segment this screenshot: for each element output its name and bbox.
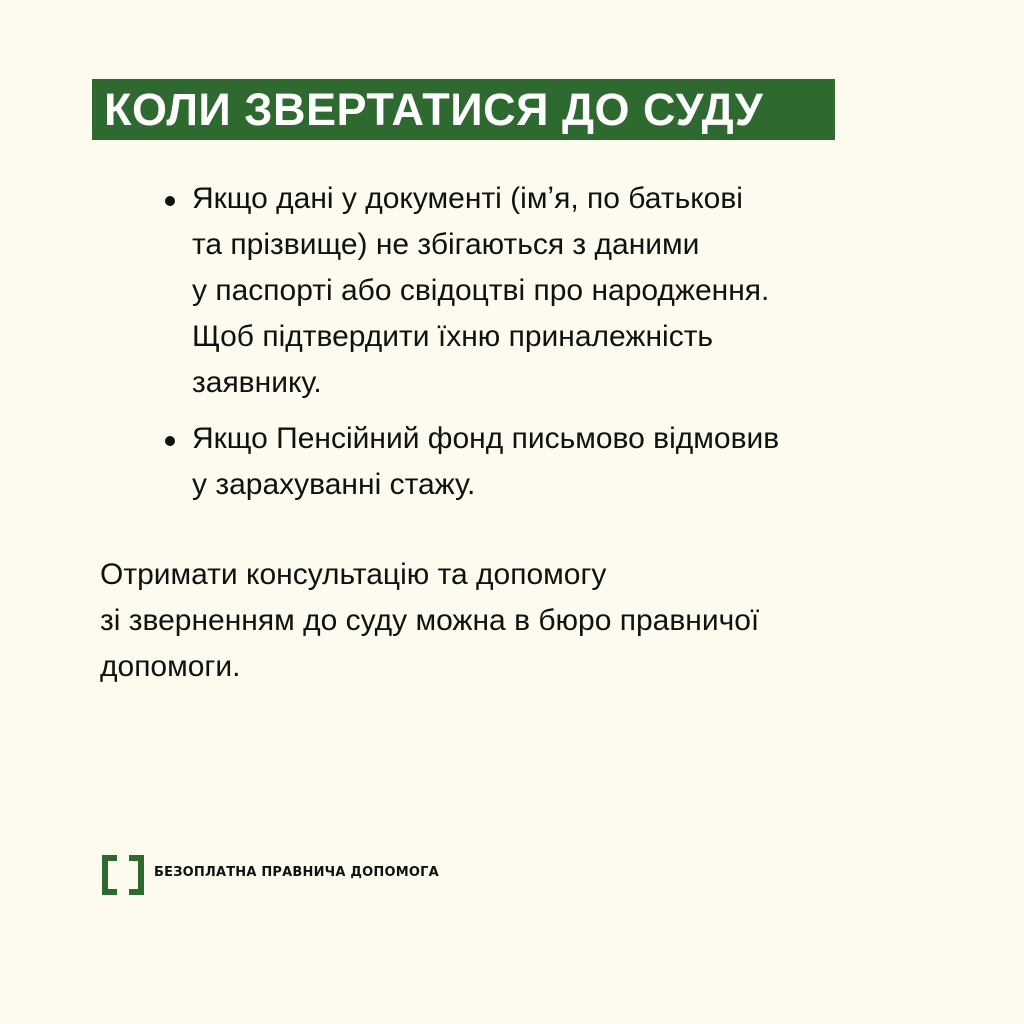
paragraph-line: зі зверненням до суду можна в бюро правничої	[100, 604, 760, 637]
paragraph-line: Отримати консультацію та допомогу	[100, 558, 607, 591]
left-bracket-icon	[102, 855, 117, 895]
bullet-dot-icon	[165, 436, 175, 446]
page-title: КОЛИ ЗВЕРТАТИСЯ ДО СУДУ	[104, 84, 764, 135]
bullet-text-line: Якщо Пенсійний фонд письмово відмовив	[192, 422, 780, 455]
bracket-logo-icon	[102, 855, 144, 889]
bullet-text-line: Якщо дані у документі (імʼя, по батькові	[192, 182, 743, 215]
list-item	[160, 416, 940, 508]
bullet-text-line: заявнику.	[192, 366, 322, 399]
right-bracket-icon	[129, 855, 144, 895]
info-paragraph	[100, 552, 960, 690]
bullet-text-line: Щоб підтвердити їхню приналежність	[192, 320, 714, 353]
bullet-text-line: та прізвище) не збігаються з даними	[192, 228, 700, 261]
bullet-dot-icon	[165, 196, 175, 206]
list-item	[160, 176, 940, 406]
bullet-text-line: у зарахуванні стажу.	[192, 468, 476, 501]
bullet-list	[160, 176, 940, 518]
bullet-text-line: у паспорті або свідоцтві про народження.	[192, 274, 770, 307]
paragraph-line: допомоги.	[100, 650, 241, 683]
brand-logo	[102, 854, 439, 890]
title-banner	[92, 79, 835, 140]
logo-text: БЕЗОПЛАТНА ПРАВНИЧА ДОПОМОГА	[154, 864, 439, 880]
